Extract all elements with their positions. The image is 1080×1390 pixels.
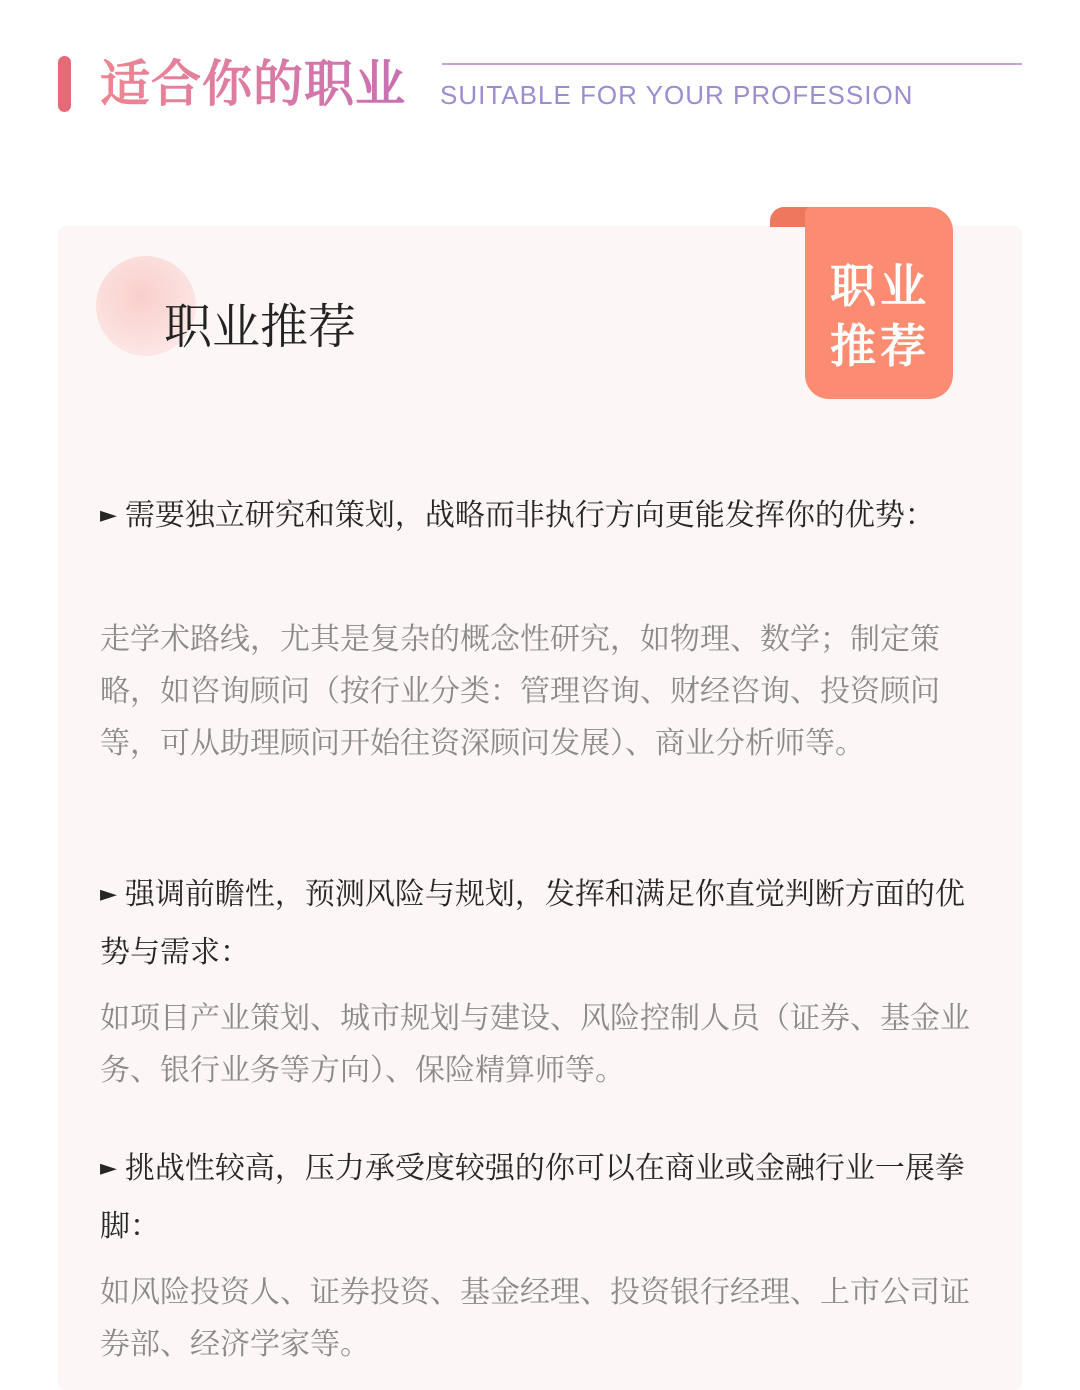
section-subtitle: SUITABLE FOR YOUR PROFESSION [440,80,914,110]
card-title: 职业推荐 [164,299,357,355]
arrow-icon: ► [100,882,117,907]
badge-text-line2: 推荐 [830,319,930,373]
recommendation-heading [100,487,970,545]
recommendation-heading [100,866,970,982]
recommendation-heading-text: 强调前瞻性，预测风险与规划，发挥和满足你直觉判断方面的优势与需求： [100,877,965,970]
recommendation-body: 如风险投资人、证券投资、基金经理、投资银行经理、上市公司证券部、经济学家等。 [100,1275,970,1362]
arrow-icon: ► [100,503,117,528]
arrow-icon: ► [100,1156,117,1181]
header-divider [442,63,1022,65]
section-title: 适合你的职业 [100,52,406,116]
recommendation-heading [100,1140,970,1256]
header-accent-bar [58,56,71,112]
recommendation-heading-text: 需要独立研究和策划，战略而非执行方向更能发挥你的优势： [124,498,935,533]
recommendation-body: 走学术路线，尤其是复杂的概念性研究，如物理、数学；制定策略，如咨询顾问（按行业分类：管理咨询、财经咨询、投资顾问等，可从助理顾问开始往资深顾问发展）、商业分析师等。 [100,622,940,761]
recommendation-heading-text: 挑战性较高，压力承受度较强的你可以在商业或金融行业一展拳脚： [100,1151,965,1244]
recommendation-body: 如项目产业策划、城市规划与建设、风险控制人员（证券、基金业务、银行业务等方向）、保险精算师等。 [100,1001,970,1088]
badge-text-line1: 职业 [830,259,930,313]
